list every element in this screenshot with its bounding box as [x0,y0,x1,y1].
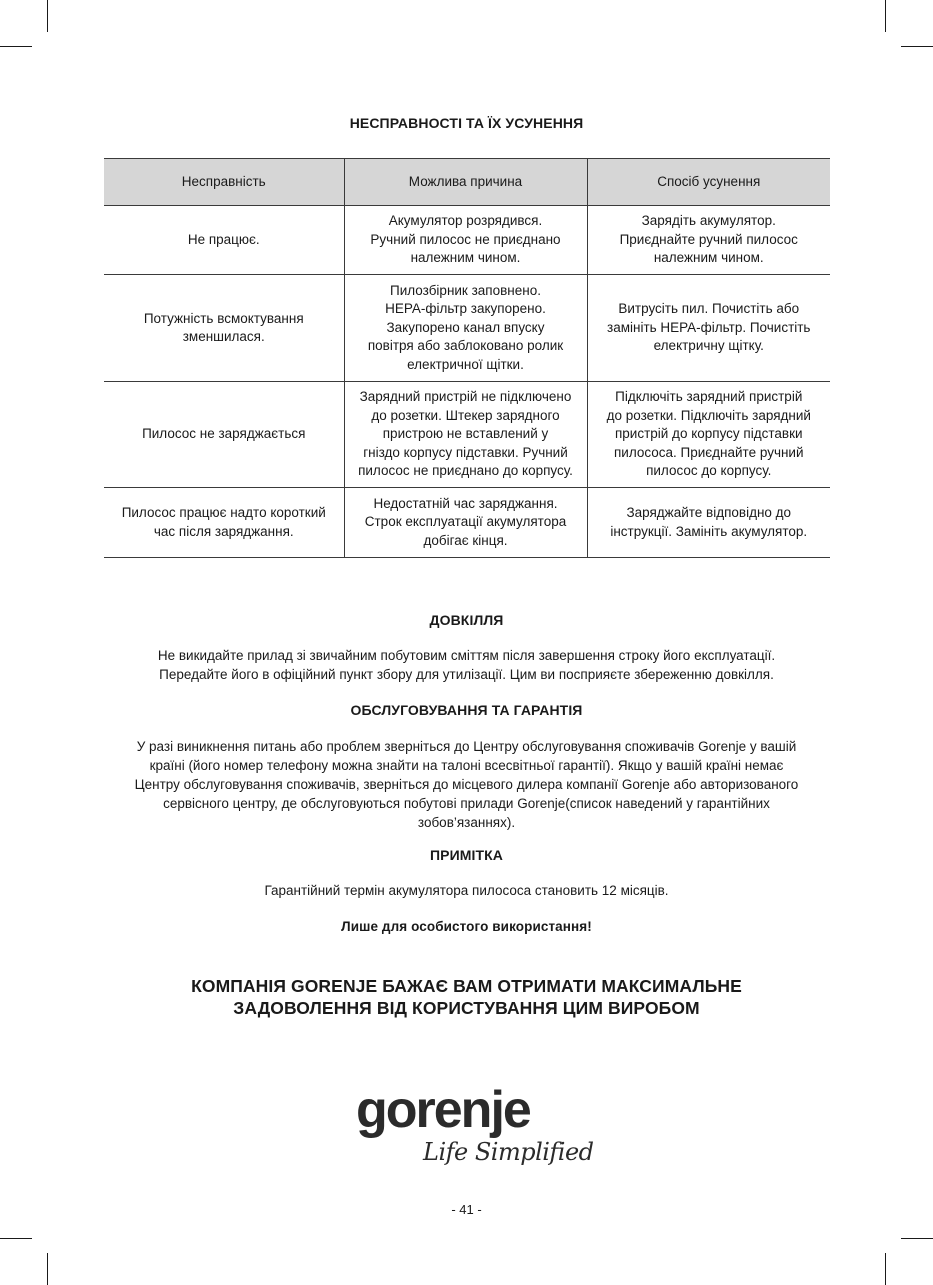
cell-line: електричну щітку. [653,338,764,354]
troubleshooting-table [104,158,830,558]
cell-line: належним чином. [410,250,521,266]
cause-cell [344,382,587,488]
cell-line: електричної щітки. [407,356,524,372]
cell-line: Ручний пилосос не приєднано [370,231,561,247]
cell-line: до розетки. Штекер зарядного [371,407,560,423]
crop-mark [901,46,933,47]
personal-use-note: Лише для особистого використання! [341,919,592,934]
cell-line: Пилозбірник заповнено. [390,282,541,298]
cell-line: пилосос не приєднано до корпусу. [358,463,573,479]
closing-message [0,975,933,1019]
cell-line: зменшилася. [182,329,265,344]
cell-line: Зарядіть акумулятор. [641,213,776,229]
cell-line: Недостатній час заряджання. [373,495,558,511]
cell-line: Приєднайте ручний пилосос [619,231,798,247]
cell-line: Пилосос не заряджається [142,426,306,442]
cell-line: до розетки. Підключіть зарядний [606,407,811,423]
column-header-cause: Можлива причина [344,159,587,206]
remedy-cell [587,488,830,558]
note-title: ПРИМІТКА [429,847,504,863]
table-row [104,275,830,382]
cell-line: повітря або заблоковано ролик [367,338,564,354]
environment-title: ДОВКІЛЛЯ [429,612,504,628]
crop-mark [885,1253,886,1285]
fault-cell [104,488,344,558]
cell-line: гніздо корпусу підставки. Ручний [363,444,568,460]
cell-line: Витрусіть пил. Почистіть або [618,301,800,317]
text-line: зобов’язаннях). [417,815,516,830]
cause-cell [344,275,587,382]
cell-line: пристрою не вставлений у [382,426,549,442]
cell-line: Зарядний пристрій не підключено [359,389,572,405]
page-number: - 41 - [451,1202,482,1217]
cell-line: інструкції. Замініть акумулятор. [610,523,808,539]
crop-mark [47,0,48,32]
cell-line: належним чином. [653,250,764,266]
text-line: Передайте його в офіційний пункт збору для утилізації. Цим ви посприяєте збереженню довкілля. [159,667,774,682]
brand-tagline: Life Simplified [423,1138,594,1166]
cell-line: Закупорено канал впуску [386,319,545,335]
service-text [100,737,833,832]
closing-line: КОМПАНІЯ GORENJE БАЖАЄ ВАМ ОТРИМАТИ МАКСИМАЛЬНЕ [191,976,742,996]
crop-mark [901,1238,933,1239]
text-line: Не викидайте прилад зі звичайним побутовим сміттям після завершення строку його експлуатації. [157,648,776,663]
gorenje-logo: gorenje [356,1081,530,1139]
table-row [104,488,830,558]
crop-mark [47,1253,48,1285]
fault-cell [104,275,344,382]
crop-mark [0,46,32,47]
cell-line: Пилосос працює надто короткий [121,505,326,520]
table-row [104,382,830,488]
troubleshooting-title: НЕСПРАВНОСТІ ТА ЇХ УСУНЕННЯ [349,115,584,131]
remedy-cell [587,206,830,275]
cell-line: час після заряджання. [153,523,294,539]
text-line: сервісного центру, де обслуговуються побутові прилади Gorenje(список наведений у гарантійних [163,796,770,811]
column-header-remedy: Спосіб усунення [587,159,830,206]
text-line: У разі виникнення питань або проблем зверніться до Центру обслуговування споживачів Gorenje у вашій [136,739,797,754]
cell-line: добігає кінця. [423,532,508,548]
service-title: ОБСЛУГОВУВАННЯ ТА ГАРАНТІЯ [350,702,583,718]
cell-line: Потужність всмоктування [143,310,304,326]
cell-line: пилосос до корпусу. [646,463,772,479]
fault-cell [104,206,344,275]
text-line: країні (його номер телефону можна знайти на талоні всесвітньої гарантії). Якщо у вашій країні немає [149,758,784,773]
text-line: Центру обслуговування споживачів, зверніться до місцевого дилера компанії Gorenje або авторизованого [134,777,799,792]
note-text: Гарантійний термін акумулятора пилососа становить 12 місяців. [264,883,669,898]
remedy-cell [587,382,830,488]
cause-cell [344,206,587,275]
cell-line: Не працює. [187,231,260,247]
cell-line: пилососа. Приєднайте ручний [613,444,804,460]
cell-line: Строк експлуатації акумулятора [364,514,567,530]
cell-line: HEPA-фільтр закупорено. [385,301,546,317]
cell-line: Підключіть зарядний пристрій [615,389,803,405]
fault-cell [104,382,344,488]
crop-mark [0,1238,32,1239]
table-header-row [104,159,830,206]
column-header-fault: Несправність [104,159,344,206]
cause-cell [344,488,587,558]
cell-line: Заряджайте відповідно до [626,505,792,520]
remedy-cell [587,275,830,382]
table-row [104,206,830,275]
cell-line: замініть HEPA-фільтр. Почистіть [607,319,811,335]
cell-line: пристрій до корпусу підставки [614,426,803,442]
cell-line: Акумулятор розрядився. [388,213,543,229]
environment-text [100,646,833,684]
closing-line: ЗАДОВОЛЕННЯ ВІД КОРИСТУВАННЯ ЦИМ ВИРОБОМ [233,998,700,1018]
crop-mark [885,0,886,32]
